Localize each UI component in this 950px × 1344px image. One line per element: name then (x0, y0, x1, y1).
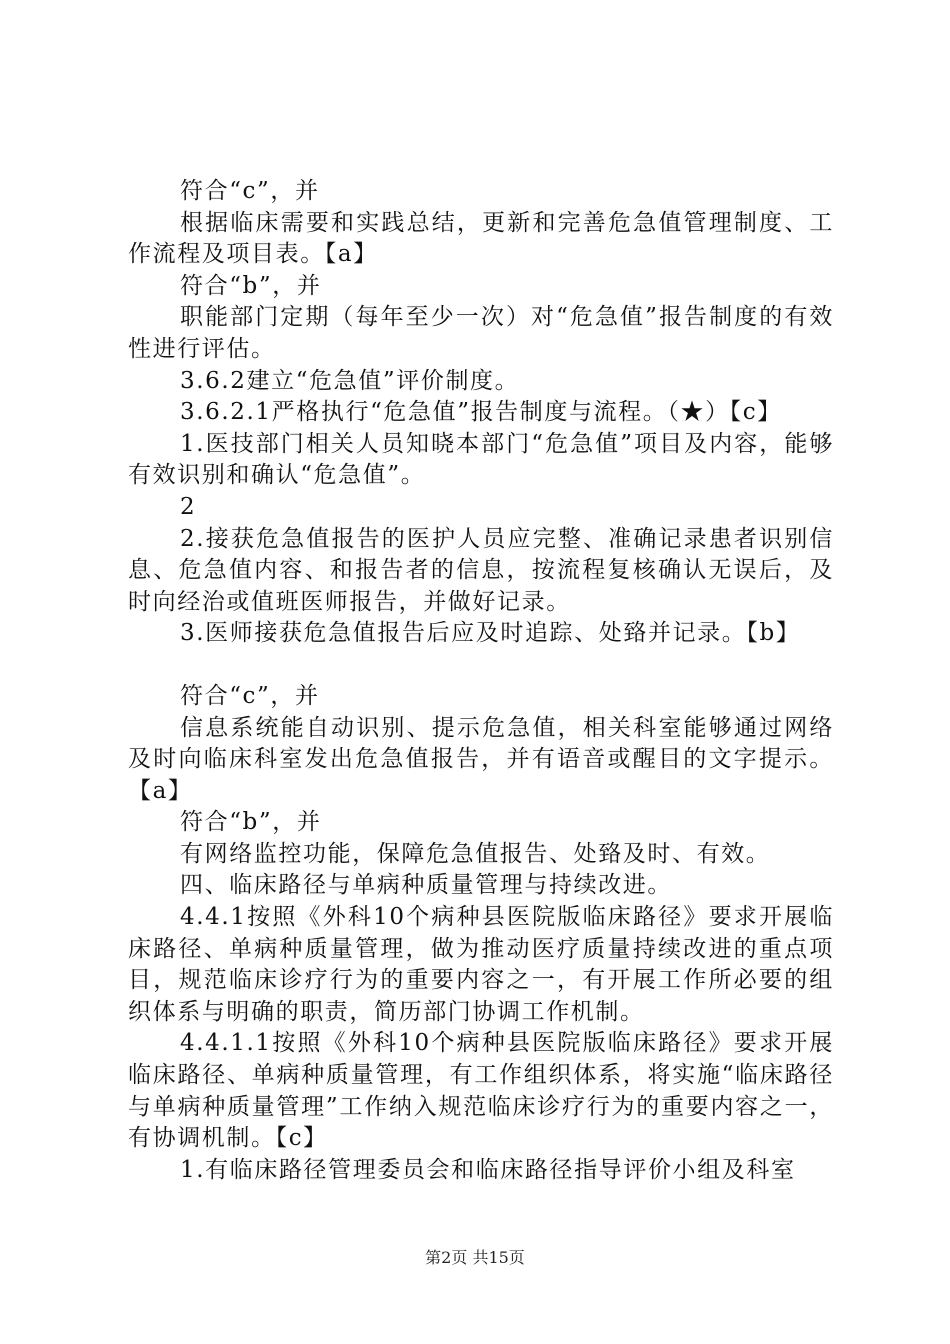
document-body (128, 176, 834, 1186)
paragraph-17: 4.4.1.1按照《外科10个病种县医院版临床路径》要求开展临床路径、单病种质量管理，有工作组织体系，将实施“临床路径与单病种质量管理”工作纳入规范临床诊疗行为的重要内容之一，有协调机制。【c】 (128, 1030, 834, 1152)
paragraph-6: 3.6.2.1严格执行“危急值”报告制度与流程。（★）【c】 (180, 399, 782, 426)
paragraph-15: 四、临床路径与单病种质量管理与持续改进。 (180, 872, 672, 899)
paragraph-1: 符合“c”，并 (180, 178, 320, 204)
paragraph-8: 2 (180, 493, 197, 520)
paragraph-7: 1.医技部门相关人员知晓本部门“危急值”项目及内容，能够有效识别和确认“危急值”。 (128, 430, 834, 489)
paragraph-14: 有网络监控功能，保障危急值报告、处臵及时、有效。 (180, 840, 771, 867)
paragraph-18: 1.有临床路径管理委员会和临床路径指导评价小组及科室 (180, 1156, 796, 1183)
blank-line (128, 650, 834, 681)
paragraph-5: 3.6.2建立“危急值”评价制度。 (180, 367, 520, 394)
page-footer: 第2页 共15页 (425, 1248, 525, 1267)
paragraph-4: 职能部门定期（每年至少一次）对“危急值”报告制度的有效性进行评估。 (128, 304, 834, 362)
paragraph-13: 符合“b”，并 (180, 809, 322, 836)
paragraph-3: 符合“b”，并 (180, 272, 322, 299)
paragraph-16: 4.4.1按照《外科10个病种县医院版临床路径》要求开展临床路径、单病种质量管理，做为推动医疗质量持续改进的重点项目，规范临床诊疗行为的重要内容之一，有开展工作所必要的组织体系与明确的职责，简历部门协调工作机制。 (128, 904, 834, 1025)
paragraph-10: 3.医师接获危急值报告后应及时追踪、处臵并记录。【b】 (180, 620, 801, 647)
paragraph-2: 根据临床需要和实践总结，更新和完善危急值管理制度、工作流程及项目表。【a】 (128, 209, 834, 268)
paragraph-11: 符合“c”，并 (180, 682, 320, 709)
paragraph-12: 信息系统能自动识别、提示危急值，相关科室能够通过网络及时向临床科室发出危急值报告，并有语音或醒目的文字提示。【a】 (128, 714, 834, 804)
paragraph-9: 2.接获危急值报告的医护人员应完整、准确记录患者识别信息、危急值内容、和报告者的信息，按流程复核确认无误后，及时向经治或值班医师报告，并做好记录。 (128, 525, 834, 615)
